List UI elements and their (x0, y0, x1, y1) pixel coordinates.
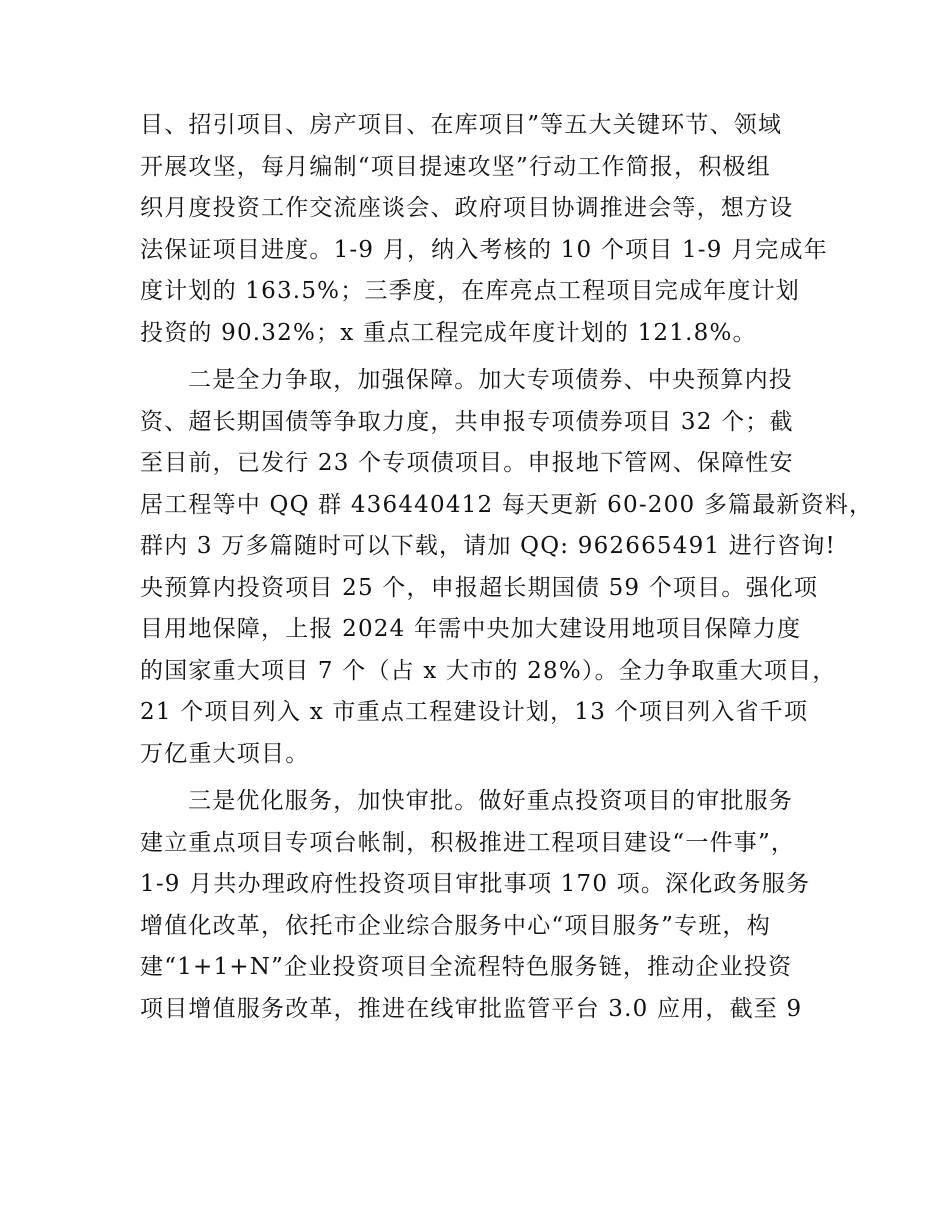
text-line: 目、招引项目、房产项目、在库项目”等五大关键环节、领域 (140, 112, 783, 138)
text-line: 建立重点项目专项台帐制，积极推进工程项目建设“一件事”， (140, 829, 796, 856)
paragraph-1 (140, 105, 828, 354)
paragraph-3 (140, 781, 820, 1030)
text-line: 增值化改革，依托市企业综合服务中心“项目服务”专班，构 (140, 912, 771, 939)
text-line: 三是优化服务，加快审批。做好重点投资项目的审批服务 (188, 788, 793, 814)
text-line: 投资的 90.32%；x 重点工程完成年度计划的 121.8%。 (140, 319, 757, 346)
document-body (140, 105, 874, 1030)
text-line: 开展攻坚，每月编制“项目提速攻坚”行动工作简报，积极组 (140, 153, 771, 180)
text-line: 建“1+1+N”企业投资项目全流程特色服务链，推动企业投资 (140, 954, 793, 980)
text-line: 目用地保障，上报 2024 年需中央加大建设用地项目保障力度 (140, 616, 802, 642)
text-line: 居工程等中 QQ 群 436440412 每天更新 60-200 多篇最新资料， (140, 491, 874, 518)
text-line: 织月度投资工作交流座谈会、政府项目协调推进会等，想方设 (140, 195, 794, 221)
text-line: 央预算内投资项目 25 个，申报超长期国债 59 个项目。强化项 (140, 574, 819, 601)
text-line: 法保证项目进度。1-9 月，纳入考核的 10 个项目 1-9 月完成年 (140, 236, 828, 263)
text-line: 至目前，已发行 23 个专项债项目。申报地下管网、保障性安 (140, 450, 794, 476)
text-line: 21 个项目列入 x 市重点工程建设计划，13 个项目列入省千项 (140, 699, 809, 725)
text-line: 的国家重大项目 7 个（占 x 大市的 28%）。全力争取重大项目， (140, 657, 837, 684)
text-line: 群内 3 万多篇随时可以下载，请加 QQ: 962665491 进行咨询! (140, 533, 836, 559)
paragraph-2 (140, 360, 874, 775)
text-line: 1-9 月共办理政府性投资项目审批事项 170 项。深化政务服务 (140, 871, 811, 897)
text-line: 资、超长期国债等争取力度，共申报专项债券项目 32 个；截 (140, 408, 794, 435)
text-line: 万亿重大项目。 (140, 740, 310, 767)
text-line: 项目增值服务改革，推进在线审批监管平台 3.0 应用，截至 9 (140, 995, 803, 1022)
text-line: 二是全力争取，加强保障。加大专项债券、中央预算内投 (188, 367, 793, 393)
text-line: 度计划的 163.5%；三季度，在库亮点工程项目完成年度计划 (140, 278, 801, 304)
